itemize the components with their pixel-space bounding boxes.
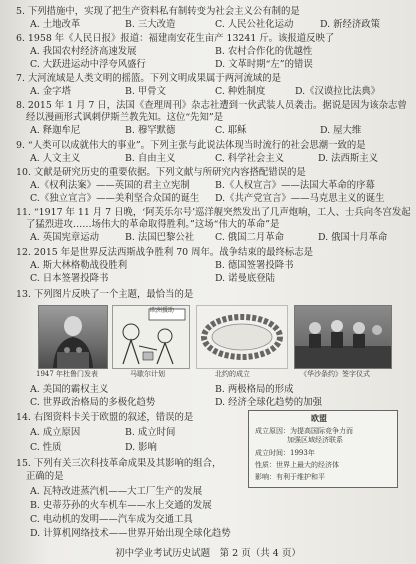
q7-option-b: B. 甲骨文 bbox=[125, 86, 166, 97]
truman-figure-icon bbox=[39, 306, 107, 368]
q8-option-d: D. 屋大维 bbox=[320, 125, 362, 136]
warsaw-pact-photo bbox=[294, 305, 392, 369]
q5-stem: 5. 下列措施中，实现了把生产资料私有制转变为社会主义公有制的是 bbox=[16, 6, 300, 17]
q11-option-a: A. 英国宪章运动 bbox=[30, 232, 99, 243]
q14-option-d: D. 影响 bbox=[125, 442, 157, 453]
q15-option-b: B. 史蒂芬孙的火车机车——水上交通的发展 bbox=[30, 500, 212, 511]
q8-option-b: B. 穆罕默德 bbox=[125, 125, 176, 136]
q15-option-c: C. 电动机的发明——汽车成为交通工具 bbox=[30, 514, 193, 525]
q9-option-a: A. 人文主义 bbox=[30, 153, 81, 164]
q15-stem: 15. 下列有关三次科技革命成果及其影响的组合， bbox=[16, 458, 222, 469]
q6-stem: 6. 1958 年《人民日报》报道：福建南安花生亩产 13241 斤。该报道反映了 bbox=[16, 33, 335, 44]
q8-stem-2: 经以漫画形式讽刺伊斯兰教先知。这位“先知”是 bbox=[26, 112, 224, 123]
page-footer: 初中学业考试历史试题 第 2 页（共 4 页） bbox=[115, 548, 301, 559]
card-line-3: 成立时间：1993年 bbox=[255, 449, 315, 457]
q5-option-b: B. 三大改造 bbox=[125, 19, 176, 30]
q10-option-a: A.《权利法案》——英国的君主立宪制 bbox=[30, 180, 190, 191]
card-line-4: 性质：世界上最大的经济体 bbox=[255, 461, 339, 469]
q12-option-d: D. 诺曼底登陆 bbox=[215, 273, 276, 284]
q5-option-c: C. 人民公社化运动 bbox=[215, 19, 294, 30]
card-line-2: 加强区域经济联系 bbox=[287, 436, 343, 444]
q8-option-a: A. 释迦牟尼 bbox=[30, 125, 81, 136]
q13-option-d: D. 经济全球化趋势的加强 bbox=[215, 397, 322, 408]
q10-option-d: D.《共产党宣言》——马克思主义的诞生 bbox=[215, 193, 385, 204]
q11-stem-2: 了猛烈进攻……场伟大的革命取得胜利。”这场“伟大的革命”是 bbox=[26, 219, 280, 230]
signing-ceremony-icon bbox=[295, 306, 391, 368]
q10-option-b: B.《人权宣言》——法国大革命的序幕 bbox=[215, 180, 375, 191]
cartoon-drawing-icon bbox=[113, 306, 189, 368]
caption-truman: 1947 年杜鲁门发表 bbox=[36, 370, 99, 378]
q8-stem: 8. 2015 年 1 月 7 日，法国《查理周刊》杂志社遭到一伙武装人员袭击。据说是因为该杂志曾 bbox=[16, 100, 407, 111]
q14-option-c: C. 性质 bbox=[30, 442, 62, 453]
q14-option-a: A. 成立原因 bbox=[30, 427, 81, 438]
q6-option-d: D. 文革时期“左”的错误 bbox=[215, 59, 313, 70]
caption-warsaw: 《华沙条约》签字仪式 bbox=[300, 370, 370, 378]
caption-nato: 北约的成立 bbox=[215, 370, 250, 378]
q13-option-c: C. 世界政治格局的多极化趋势 bbox=[30, 397, 156, 408]
q9-option-b: B. 自由主义 bbox=[125, 153, 176, 164]
q9-option-c: C. 科学社会主义 bbox=[215, 153, 285, 164]
q6-option-a: A. 我国农村经济高速发展 bbox=[30, 46, 137, 57]
q12-option-a: A. 斯大林格勒战役胜利 bbox=[30, 260, 128, 271]
q13-option-a: A. 美国的霸权主义 bbox=[30, 384, 109, 395]
q7-stem: 7. 大河流域是人类文明的摇篮。下列文明成果属于两河流域的是 bbox=[16, 73, 282, 84]
card-title: 欧盟 bbox=[311, 413, 327, 423]
q12-option-b: B. 德国签署投降书 bbox=[215, 260, 294, 271]
ring-of-hands-icon bbox=[197, 306, 287, 368]
q9-option-d: D. 法西斯主义 bbox=[318, 153, 379, 164]
cartoon-bubble-text: 欧洲援助 bbox=[150, 307, 175, 314]
q14-option-b: B. 成立时间 bbox=[125, 427, 176, 438]
card-line-1: 成立原因：为提高国际竞争力而 bbox=[255, 427, 353, 435]
q14-stem: 14. 右图资料卡关于欧盟的叙述，错误的是 bbox=[16, 412, 194, 423]
q15-stem-2: 正确的是 bbox=[26, 471, 64, 482]
q10-option-c: C.《独立宣言》——美利坚合众国的诞生 bbox=[30, 193, 200, 204]
q7-option-a: A. 金字塔 bbox=[30, 86, 71, 97]
q5-option-d: D. 新经济政策 bbox=[320, 19, 381, 30]
q15-option-a: A. 瓦特改进蒸汽机——大工厂生产的发展 bbox=[30, 486, 203, 497]
card-line-5: 影响：有利于维护和平 bbox=[255, 473, 325, 481]
q12-stem: 12. 2015 年是世界反法西斯战争胜利 70 周年。战争结束的最终标志是 bbox=[16, 247, 313, 258]
q11-option-b: B. 法国巴黎公社 bbox=[125, 232, 195, 243]
q10-stem: 10. 文献是研究历史的重要依据。下列文献与所研究内容搭配错误的是 bbox=[16, 167, 306, 178]
q6-option-c: C. 大跃进运动中浮夸风盛行 bbox=[30, 59, 146, 70]
q7-option-c: C. 种姓制度 bbox=[215, 86, 266, 97]
q5-option-a: A. 土地改革 bbox=[30, 19, 81, 30]
q7-option-d: D.《汉谟拉比法典》 bbox=[295, 86, 381, 97]
q11-option-c: C. 俄国二月革命 bbox=[215, 232, 285, 243]
nato-emblem-image bbox=[196, 305, 288, 369]
truman-speech-photo bbox=[38, 305, 108, 369]
q13-stem: 13. 下列图片反映了一个主题，最恰当的是 bbox=[16, 289, 194, 300]
q8-option-c: C. 耶稣 bbox=[215, 125, 247, 136]
q6-option-b: B. 农村合作化的优越性 bbox=[215, 46, 313, 57]
q11-stem: 11. “1917 年 11 月 7 日晚，‘阿芙乐尔号’巡洋舰突然发出了几声炮响，工人、士兵向冬宫发起 bbox=[16, 207, 411, 218]
q12-option-c: C. 日本签署投降书 bbox=[30, 273, 109, 284]
q9-stem: 9. “人类可以成就伟大的事业”。下列主张与此说法体现当时流行的社会思潮一致的是 bbox=[16, 140, 366, 151]
q15-option-d: D. 计算机网络技术——世界开始出现全球化趋势 bbox=[30, 528, 231, 539]
q13-option-b: B. 两极格局的形成 bbox=[215, 384, 294, 395]
eu-info-card bbox=[248, 410, 398, 488]
q11-option-d: D. 俄国十月革命 bbox=[318, 232, 388, 243]
caption-marshall: 马歇尔计划 bbox=[130, 370, 165, 378]
